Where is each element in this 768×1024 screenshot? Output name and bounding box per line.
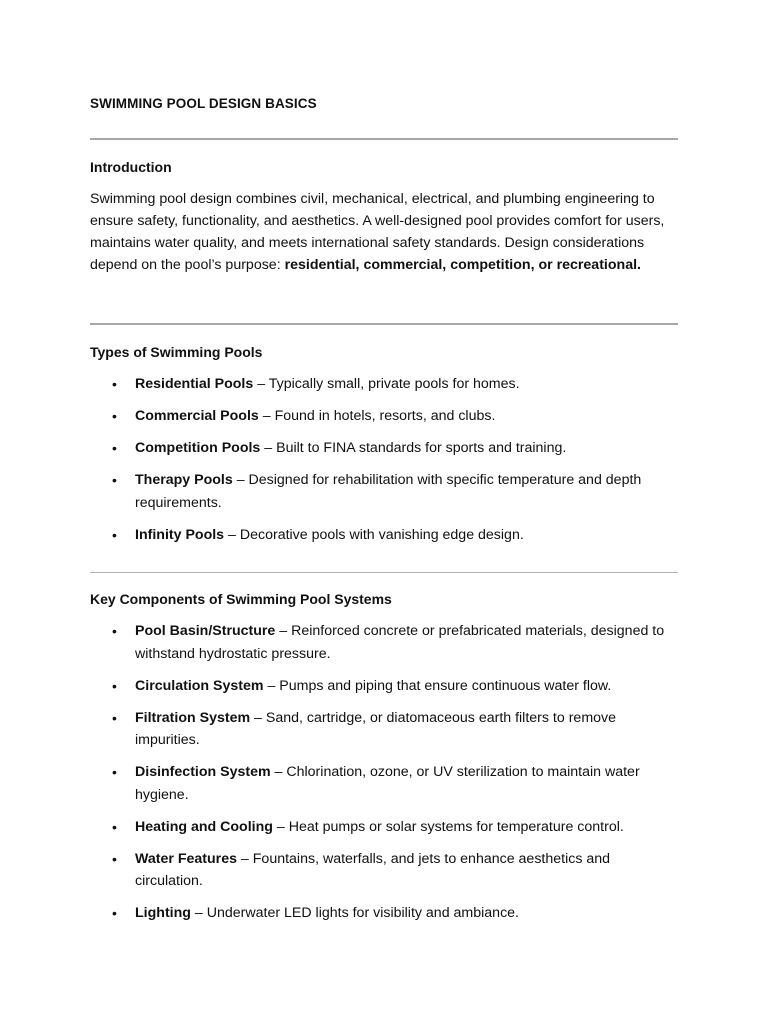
item-term: Filtration System [135,709,251,726]
section-divider [90,323,678,325]
list-item [90,437,680,460]
item-term: Residential Pools [135,376,254,392]
list-item [90,373,680,396]
bullet-icon: • [112,905,117,921]
item-term: Competition Pools [135,440,261,456]
bullet-icon: • [112,440,117,456]
item-term: Circulation System [135,677,264,694]
intro-text: Swimming pool design combines civil, mechanical, electrical, and plumbing engineering to ensure safety, functionality, and aesthetics. A well-designed pool provides comfort for users, maintains water quality, and meets international safety standards. Design considerations depend on the pool’s purpose: [90,191,665,273]
list-item [90,620,680,665]
item-term: Commercial Pools [135,408,259,424]
list-item [90,675,680,698]
bullet-icon: • [112,376,117,392]
item-desc: – Reinforced concrete or prefabricated materials, designed to withstand hydrostatic pressure. [135,623,665,662]
section-divider [90,138,678,140]
intro-paragraph [90,188,680,276]
bullet-icon: • [112,818,117,835]
intro-heading: Introduction [90,159,172,175]
section-divider [90,572,678,573]
item-desc: – Pumps and piping that ensure continuous water flow. [263,677,612,694]
item-term: Disinfection System [135,764,271,780]
bullet-icon: • [112,408,117,424]
bullet-icon: • [112,709,117,726]
list-item [90,707,680,752]
item-desc: – Decorative pools with vanishing edge design. [224,526,524,543]
item-desc: – Chlorination, ozone, or UV sterilization to maintain water hygiene. [135,764,640,803]
item-desc: – Fountains, waterfalls, and jets to enhance aesthetics and circulation. [135,850,611,889]
item-term: Therapy Pools [135,472,233,488]
item-desc: – Designed for rehabilitation with specific temperature and depth requirements. [135,472,642,511]
item-term: Pool Basin/Structure [135,623,276,639]
list-item [90,816,680,839]
document-title: SWIMMING POOL DESIGN BASICS [90,96,317,111]
components-list [90,620,680,925]
item-term: Lighting [135,905,191,921]
item-term: Infinity Pools [135,526,225,543]
types-heading: Types of Swimming Pools [90,344,263,360]
list-item [90,848,680,893]
item-term: Heating and Cooling [135,818,273,835]
item-desc: – Heat pumps or solar systems for temperature control. [272,818,624,835]
intro-bold-text: residential, commercial, competition, or recreational. [284,257,641,273]
bullet-icon: • [112,850,117,867]
item-term: Water Features [135,850,237,867]
list-item [90,761,680,806]
item-desc: – Sand, cartridge, or diatomaceous earth filters to remove impurities. [135,709,617,748]
bullet-icon: • [112,764,117,780]
item-desc: – Built to FINA standards for sports and training. [260,440,567,456]
item-desc: – Typically small, private pools for homes. [253,376,520,392]
list-item [90,469,680,514]
item-desc: – Found in hotels, resorts, and clubs. [258,408,496,424]
bullet-icon: • [112,677,117,694]
list-item [90,902,680,925]
bullet-icon: • [112,526,117,543]
types-list [90,373,680,546]
bullet-icon: • [112,472,117,488]
list-item [90,405,680,428]
bullet-icon: • [112,623,117,639]
item-desc: – Underwater LED lights for visibility and ambiance. [190,905,519,921]
list-item [90,524,680,547]
components-heading: Key Components of Swimming Pool Systems [90,591,392,607]
